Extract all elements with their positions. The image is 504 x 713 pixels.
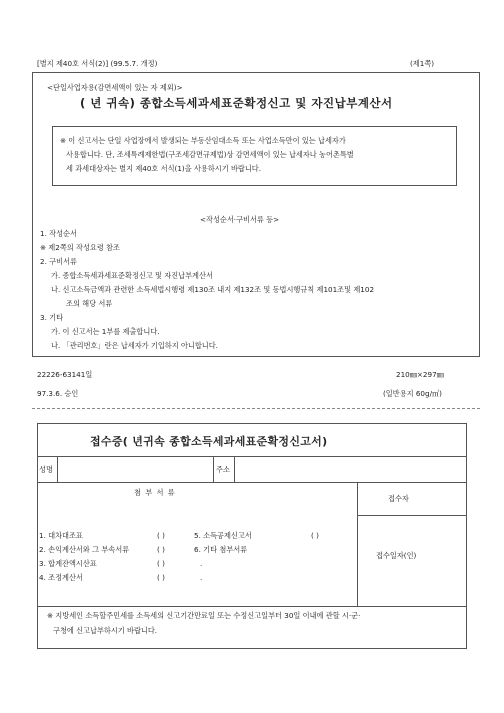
page-number: (제1쪽) (410, 59, 435, 68)
instruction-line: 1. 작성순서 (40, 229, 77, 238)
attachment-checkbox[interactable]: ( ) (157, 531, 165, 540)
attachment-item: . (200, 559, 203, 568)
notice-line: 세 과세대상자는 별지 제40호 서식(1)을 사용하시기 바랍니다. (66, 164, 262, 173)
paper-size: 210㎜×297㎜ (396, 370, 444, 379)
instructions-heading: <작성순서·구비서류 등> (200, 215, 280, 224)
instruction-line: 3. 기타 (40, 313, 64, 322)
attachment-item: 5. 소득공제신고서 (194, 531, 252, 540)
attachments-heading: 첨 부 서 류 (134, 488, 176, 497)
attachment-checkbox[interactable]: ( ) (157, 559, 165, 568)
notice-line: 사용합니다. 단, 조세특례제한법(구조세감면규제법)상 감면세액이 있는 납세자나 농어촌특별 (66, 150, 354, 159)
paper-type: (일반용지 60g/㎡) (383, 389, 442, 398)
receiver-label: 접수자 (388, 494, 409, 503)
attachment-item: 1. 대차대조표 (39, 531, 83, 540)
instruction-line: 조의 해당 서류 (66, 299, 113, 308)
attachment-checkbox[interactable]: ( ) (311, 531, 319, 540)
approval-date: 97.3.6. 승인 (37, 389, 79, 398)
cut-line (32, 408, 480, 409)
address-field[interactable] (235, 457, 466, 481)
applicability-note: <단일사업자용(감면세액이 있는 자 제외)> (47, 83, 183, 92)
form-title: ( 년 귀속) 종합소득세과세표준확정신고 및 자진납부계산서 (80, 96, 393, 110)
receipt-title: 접수증( 년귀속 종합소득세과세표준확정신고서) (90, 435, 328, 448)
attachment-checkbox[interactable]: ( ) (157, 573, 165, 582)
attachment-item: 2. 손익계산서와 그 부속서류 (39, 545, 130, 554)
form-number: [별지 제40호 서식(2)] (99.5.7. 개정) (37, 59, 158, 68)
attachment-item: . (200, 573, 203, 582)
instruction-line: 2. 구비서류 (40, 257, 77, 266)
name-label: 성명 (39, 465, 53, 474)
attachment-item: 4. 조정계산서 (39, 573, 83, 582)
notice-line: ※ 이 신고서는 단일 사업장에서 발생되는 부동산임대소득 또는 사업소득만이 있는 납세자가 (60, 136, 346, 145)
instruction-line: ※ 제2쪽의 작성요령 참조 (40, 243, 120, 252)
instruction-line: 나. 신고소득금액과 관련한 소득세법시행령 제130조 내지 제132조 및 동법시행규칙 제101조및 제102 (51, 285, 375, 294)
receipt-notice-line: ※ 지방세인 소득할주민세를 소득세의 신고기간만료일 또는 수정신고일부터 30일 이내에 관할 시·군· (47, 611, 361, 620)
attachment-checkbox[interactable]: ( ) (157, 545, 165, 554)
attachment-item: 3. 합계잔액시산표 (39, 559, 97, 568)
form-code: 22226-63141일 (37, 370, 93, 379)
instruction-line: 가. 종합소득세과세표준확정신고 및 자진납부계산서 (51, 271, 213, 280)
attachment-item: 6. 기타 첨부서류 (194, 545, 248, 554)
address-label: 주소 (216, 465, 230, 474)
name-field[interactable] (58, 457, 212, 481)
receipt-date-label: 접수일자(인) (376, 551, 417, 560)
instruction-line: 가. 이 신고서는 1부를 제출합니다. (51, 327, 160, 336)
receipt-notice-line: 구청에 신고납부하시기 바랍니다. (53, 626, 158, 635)
instruction-line: 나. 「관리번호」란은 납세자가 기입하지 아니합니다. (51, 341, 218, 350)
